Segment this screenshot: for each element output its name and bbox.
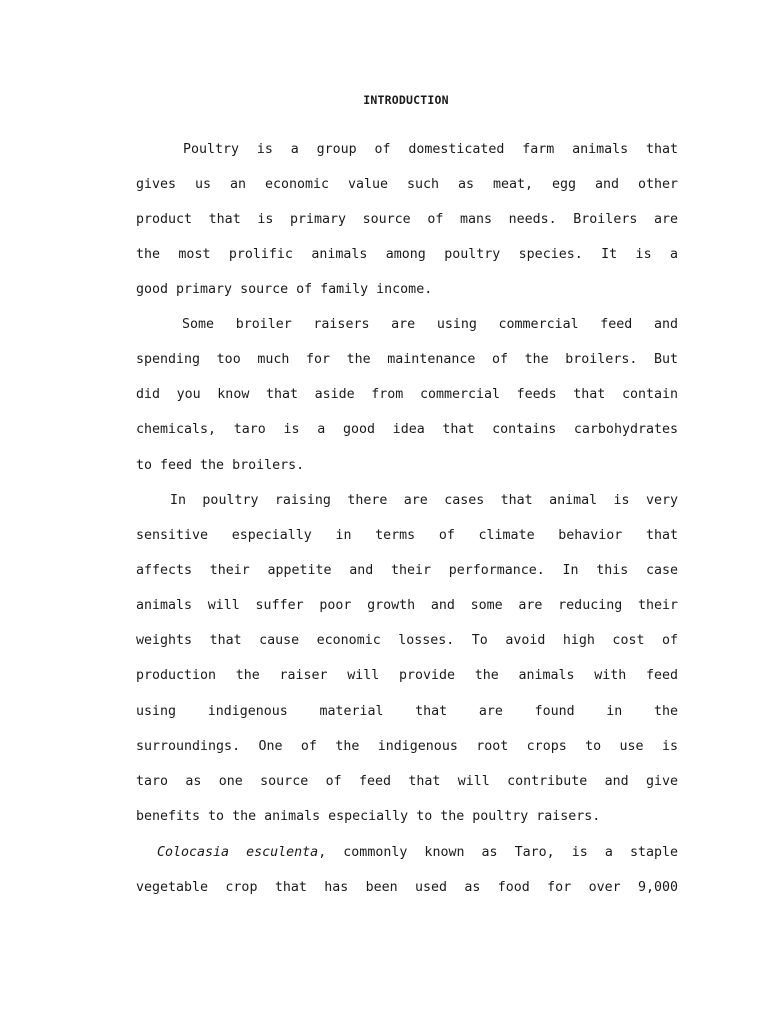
text-line: the most prolific animals among poultry species. It is a bbox=[136, 247, 678, 262]
text-line: benefits to the animals especially to the poultry raisers. bbox=[136, 809, 601, 824]
text-line: product that is primary source of mans needs. Broilers are bbox=[136, 212, 678, 227]
text-line-with-scientific-name bbox=[157, 843, 678, 863]
text-line: affects their appetite and their performance. In this case bbox=[136, 563, 678, 578]
scientific-name: Colocasia esculenta bbox=[157, 845, 319, 860]
text-line: using indigenous material that are found in the bbox=[136, 704, 678, 719]
text-line: Poultry is a group of domesticated farm animals that bbox=[183, 142, 678, 157]
text-line: did you know that aside from commercial feeds that contain bbox=[136, 387, 678, 402]
text-line: sensitive especially in terms of climate behavior that bbox=[136, 528, 678, 543]
text-line: vegetable crop that has been used as food for over 9,000 bbox=[136, 880, 678, 895]
text-line: Some broiler raisers are using commercial feed and bbox=[182, 317, 678, 332]
text-line: gives us an economic value such as meat, egg and other bbox=[136, 177, 678, 192]
text-line: to feed the broilers. bbox=[136, 458, 305, 473]
text-line: weights that cause economic losses. To avoid high cost of bbox=[136, 633, 678, 648]
text-line-remainder: , commonly known as Taro, is a staple bbox=[318, 845, 678, 860]
page-heading: INTRODUCTION bbox=[363, 93, 449, 107]
text-line: animals will suffer poor growth and some are reducing their bbox=[136, 598, 678, 613]
text-line: surroundings. One of the indigenous root crops to use is bbox=[136, 739, 678, 754]
text-line: spending too much for the maintenance of the broilers. But bbox=[136, 352, 678, 367]
text-line: production the raiser will provide the animals with feed bbox=[136, 668, 678, 683]
text-line: good primary source of family income. bbox=[136, 282, 433, 297]
text-line: taro as one source of feed that will contribute and give bbox=[136, 774, 678, 789]
text-line: In poultry raising there are cases that animal is very bbox=[170, 493, 678, 508]
text-line: chemicals, taro is a good idea that contains carbohydrates bbox=[136, 422, 678, 437]
